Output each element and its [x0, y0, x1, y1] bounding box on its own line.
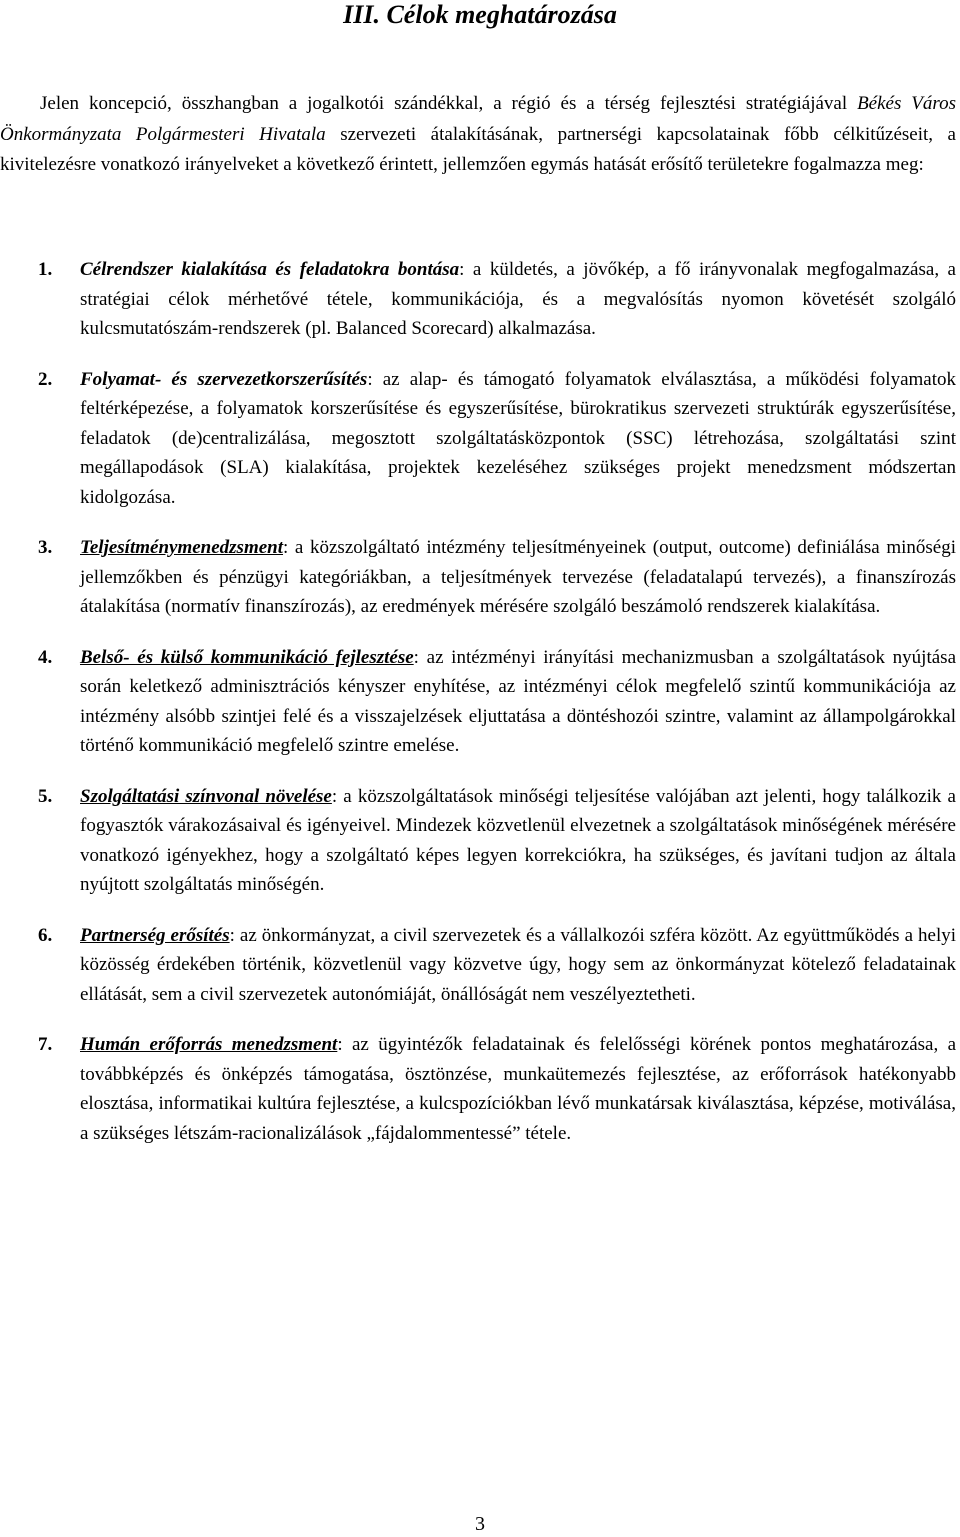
goal-number: 7. [38, 1034, 53, 1055]
goal-title: Belső- és külső kommunikáció fejlesztése [80, 646, 414, 668]
goal-title: Humán erőforrás menedzsment [80, 1034, 338, 1055]
goal-title: Partnerség erősítés [80, 924, 230, 946]
goal-number: 5. [38, 785, 53, 807]
goal-list [0, 255, 956, 1148]
intro-text-2: szervezeti átalakításának, partnerségi kapcsolatainak főbb célkitűzéseit, a kivitelezésre vonatkozó irányelveket a következő érintett, jellemzően egymás hatását erősítő területekre fogalmazza meg: [0, 123, 956, 175]
goal-text: : a küldetés, a jövőkép, a fő irányvonalak megfogalmazása, a stratégiai célok mérhetővé tétele, kommunikációja, és a megvalósítás nyomon követését szolgáló kulcsmutatószám-rendszerek (pl. Balanced Scorecard) alkalmazása. [80, 259, 956, 339]
goal-item [0, 1030, 956, 1148]
goal-title: Teljesítménymenedzsment [80, 537, 284, 558]
goal-number: 3. [38, 537, 53, 558]
goal-text: : az alap- és támogató folyamatok elválasztása, a működési folyamatok feltérképezése, a folyamatok korszerűsítése és egyszerűsítése, bürokratikus szervezeti struktúrák egyszerűsítése, feladatok (de)centralizálása, megosztott szolgáltatásközpontok (SSC) létrehozása, szolgáltatási szint megállapodások (SLA) kialakítása, projektek kezeléséhez szükséges projekt menedzsment módszertan kidolgozása. [80, 368, 956, 508]
section-title: III. Célok meghatározása [343, 0, 617, 29]
goal-title: Folyamat- és szervezetkorszerűsítés [80, 368, 368, 390]
goal-number: 2. [38, 368, 53, 390]
goal-item [0, 643, 956, 761]
goal-text: : az önkormányzat, a civil szervezetek és a vállalkozói szféra között. Az együttműködés a helyi közösség érdekében történik, közvetlenül vagy közvetve úgy, hogy sem az önkormányzat kötelező feladatainak ellátását, sem a civil szervezetek autonómiáját, önállóságát nem veszélyeztetheti. [80, 924, 956, 1005]
goal-number: 4. [38, 646, 53, 668]
goal-text: : a közszolgáltatások minőségi teljesítése valójában azt jelenti, hogy találkozik a fogyasztók várakozásaival és igényeivel. Mindezek közvetlenül elvezetnek a szolgáltatások minőségének mérésére vonatkozó igényekhez, hogy a szolgáltató képes legyen korrekciókra, ha szükséges, és javítani tudjon az általa nyújtott szolgáltatás minőségén. [80, 785, 956, 895]
goal-title: Célrendszer kialakítása és feladatokra bontása [80, 259, 460, 280]
goal-title: Szolgáltatási színvonal növelése [80, 785, 332, 807]
goal-item [0, 255, 956, 344]
page-number: 3 [475, 1513, 485, 1535]
intro-paragraph [0, 89, 956, 181]
goal-text: : a közszolgáltató intézmény teljesítményeinek (output, outcome) definiálása minőségi jellemzőkben és pénzügyi kategóriákban, a teljesítmények tervezése (feladatalapú tervezés), a finanszírozás átalakítása (normatív finanszírozás), az eredmények mérésére szolgáló beszámoló rendszerek kialakítása. [80, 537, 956, 617]
intro-text-1: Jelen koncepció, összhangban a jogalkotói szándékkal, a régió és a térség fejlesztési stratégiájával [40, 93, 858, 114]
goal-item [0, 365, 956, 513]
goal-text: : az intézményi irányítási mechanizmusban a szolgáltatások nyújtása során keletkező adminisztrációs kényszer enyhítése, az intézményi célok megfelelő szintű kommunikációja az intézmény alsóbb szintjei felé és a visszajelzések eljuttatása a döntéshozói szintre, valamint az állampolgárokkal történő kommunikáció megfelelő szintre emelése. [80, 646, 956, 756]
goal-number: 1. [38, 259, 53, 280]
goal-number: 6. [38, 924, 53, 946]
goal-item [0, 921, 956, 1010]
intro-institution-name: Békés Város Önkormányzata Polgármesteri Hivatala [0, 93, 956, 145]
goal-text: : az ügyintézők feladatainak és felelősségi körének pontos meghatározása, a továbbképzés és önképzés támogatása, ösztönzése, munkaütemezés fejlesztése, az erőforrások hatékonyabb elosztása, informatikai kultúra fejlesztése, a kulcspozíciókban lévő munkatársak kiválasztása, képzése, motiválása, a szükséges létszám-racionalizálások „fájdalommentessé” tétele. [80, 1034, 957, 1144]
goal-item [0, 533, 956, 622]
goal-item [0, 782, 956, 900]
